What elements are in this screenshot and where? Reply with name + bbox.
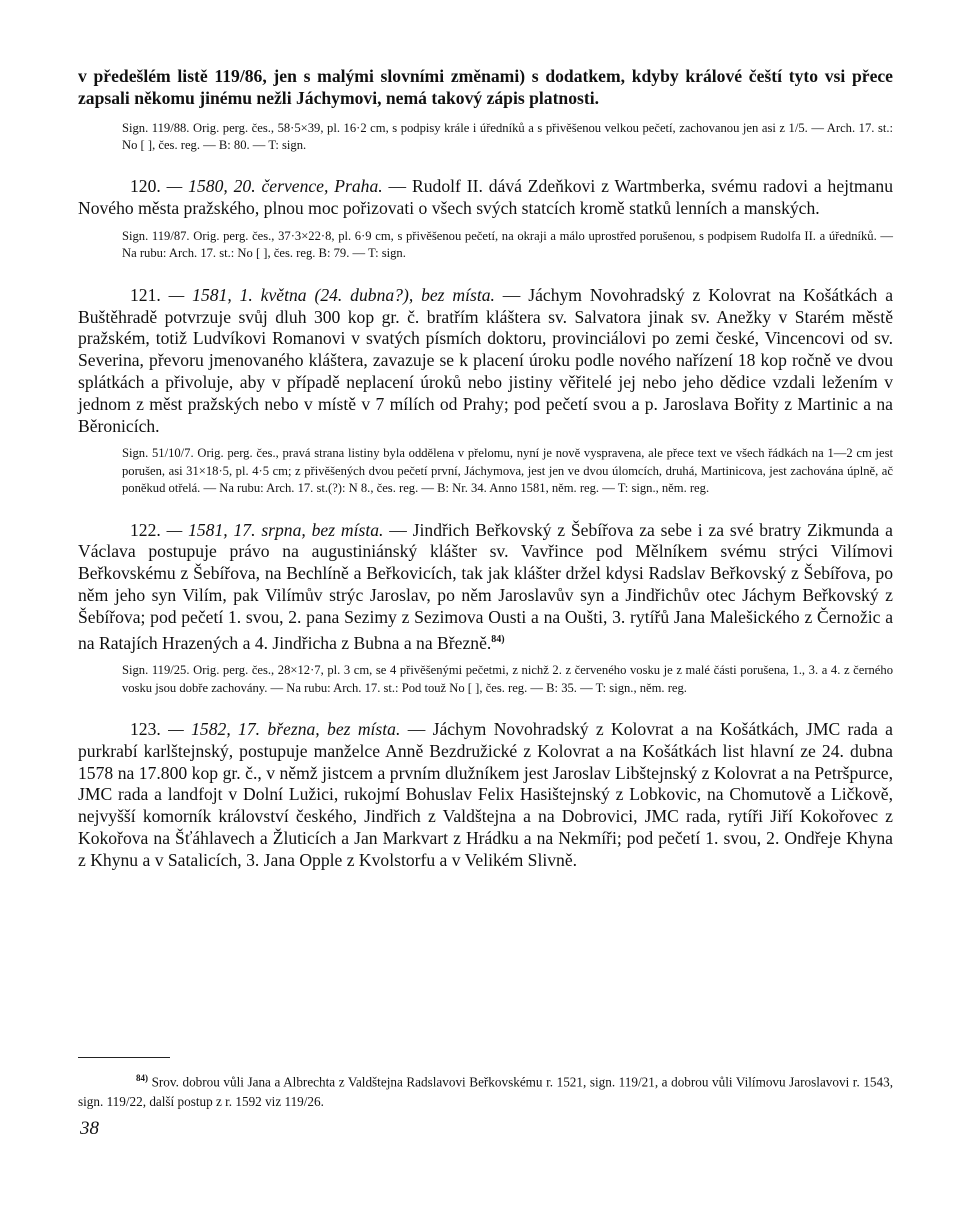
intro-note: Sign. 119/88. Orig. perg. čes., 58·5×39, pl. 16·2 cm, s podpisy krále i úředníků a s přivěšenou velkou pečetí, zachovanou jen asi z 1/5. — Arch. 17. st.: No [ ], čes. reg. — B: 80. — T: sign. <box>122 120 893 152</box>
entry-date: — 1581, 17. srpna, bez místa. <box>166 519 384 540</box>
entry-number: 122. <box>130 519 161 540</box>
page-number: 38 <box>80 1118 99 1139</box>
entry-date: — 1581, 1. května (24. dubna?), bez místa. <box>168 284 495 305</box>
entry-date: — 1580, 20. července, Praha. <box>166 176 383 197</box>
entry-number: 123. <box>130 719 161 740</box>
entry-text: — Jindřich Beřkovský z Šebířova za sebe i za své bratry Zikmunda a Václava postupuje právo na augustiniánský klášter sv. Vavřince pod Mělníkem svému strýci Vilímovi Beřkovskému z Šebířova, na Bechlíně a Beřkovicích, tak jak klášter držel kdysi Radslav Beřkovský z Šebířova, po něm jeho syn Vilím, pak Vilímův strýc Jaroslav, po něm Jaroslavův syn a Jindřichův otec Jáchym Beřkovský z Šebířova; pod pečetí 1. svou, 2. pana Sezimy z Sezimova Ousti a na Oušti, 3. rytířů Jana Malešického z Černožic a na Ratajích Hrazených a 4. Jindřicha z Bubna a na Březně. <box>78 519 893 653</box>
entry-number: 121. <box>130 284 161 305</box>
entry-text: — Jáchym Novohradský z Kolovrat na Košátkách a Buštěhradě potvrzuje svůj dluh 300 kop gr. č. bratřím kláštera sv. Salvatora jinak sv. Anežky v Starém městě pražském, totiž Ludvíkovi Romanovi v svatých písmích doktoru, provinciálovi po zemi české, Vincencovi od sv. Severina, převoru jmenovaného kláštera, zavazuje se k placení úroku podle nového nařízení 18 kop ročně ve dvou splátkách a přivoluje, aby v případě neplacení úroků nebo jistiny věřitelé jej nebo jeho dědice vzdali ležením v jednom z měst pražských nebo v místě v 7 mílích od Prahy; pod pečetí svou a p. Jaroslava Bořity z Martinic a na Běronicích. <box>78 284 893 436</box>
footnote-text: Srov. dobrou vůli Jana a Albrechta z Valdštejna Radslavovi Beřkovskému r. 1521, sign. 119/21, a dobrou vůli Vilímovu Jaroslavovi r. 1543, sign. 119/22, další postup z r. 1592 viz 119/26. <box>78 1074 893 1110</box>
footnote <box>78 1068 893 1112</box>
entry-text: — Rudolf II. dává Zdeňkovi z Wartmberka, svému radovi a hejtmanu Nového města pražského, plnou moc pořizovati o všech svých statcích kromě statků lenních a manských. <box>78 176 893 219</box>
entry-123 <box>78 719 893 872</box>
entry-121 <box>78 285 893 498</box>
footnotes <box>78 1057 893 1112</box>
entry-text: — Jáchym Novohradský z Kolovrat a na Košátkách, JMC rada a purkrabí karlštejnský, postupuje manželce Anně Bezdružické z Kolovrat a na Košátkách list hlavní ze 24. dubna 1578 na 17.800 kop gr. č., v němž jistcem a prvním dlužníkem jest Jaroslav Libštejnský z Kolovrat a na Petršpurce, JMC rada a landfojt v Dolní Lužici, rukojmí Bohuslav Felix Hasištejnský z Lobkovic, na Chomutově a Ličkově, nejvyšší komorník království českého, Jindřich z Valdštejna a na Dobrovici, JMC rada, rytíři Jiří Kokořovec z Kokořova na Šťáhlavech a Žluticích a Jan Markvart z Hrádku a na Nekmíři; pod pečetí 1. svou, 2. Ondřeje Khyna z Khynu a v Satalicích, 3. Jana Opple z Kvolstorfu a v Velikém Slivně. <box>78 719 893 870</box>
page-body <box>78 66 893 872</box>
entry-122 <box>78 520 893 697</box>
entry-note: Sign. 51/10/7. Orig. perg. čes., pravá strana listiny byla oddělena v přelomu, nyní je nově vyspravena, ale přece text ve všech řádkách na 1—2 cm jest porušen, asi 31×18·5, pl. 4·5 cm; z přivěšených dvou pečetí první, Jáchymova, jest jen ve dvou úlomcích, druhá, Martinicova, jest zachována úplně, ač poněkud otřelá. — Na rubu: Arch. 17. st.(?): N 8., čes. reg. — B: Nr. 34. Anno 1581, něm. reg. — T: sign., něm. reg. <box>122 446 893 496</box>
footnote-divider <box>78 1057 170 1058</box>
intro-text: v předešlém listě 119/86, jen s malými slovními změnami) s dodatkem, kdyby králové čeští tyto vsi přece zapsali někomu jinému nežli Jáchymovi, nemá takový zápis platnosti. <box>78 66 893 108</box>
entry-note: Sign. 119/25. Orig. perg. čes., 28×12·7, pl. 3 cm, se 4 přivěšenými pečetmi, z nichž 2. z červeného vosku je z malé části porušena, 1., 3. a 4. z černého vosku jsou dobře zachovány. — Na rubu: Arch. 17. st.: Pod touž No [ ], čes. reg. — B: 35. — T: sign., něm. reg. <box>122 663 893 695</box>
footnote-mark: 84) <box>136 1073 148 1083</box>
entry-note: Sign. 119/87. Orig. perg. čes., 37·3×22·8, pl. 6·9 cm, s přivěšenou pečetí, na okraji a málo uprostřed porušenou, s podpisem Rudolfa II. a úředníků. — Na rubu: Arch. 17. st.: No [ ], čes. reg. B: 79. — T: sign. <box>122 229 893 261</box>
entry-number: 120. <box>130 176 161 197</box>
footnote-reference: 84) <box>491 633 505 645</box>
entry-120 <box>78 176 893 262</box>
entry-date: — 1582, 17. března, bez místa. <box>168 719 401 740</box>
